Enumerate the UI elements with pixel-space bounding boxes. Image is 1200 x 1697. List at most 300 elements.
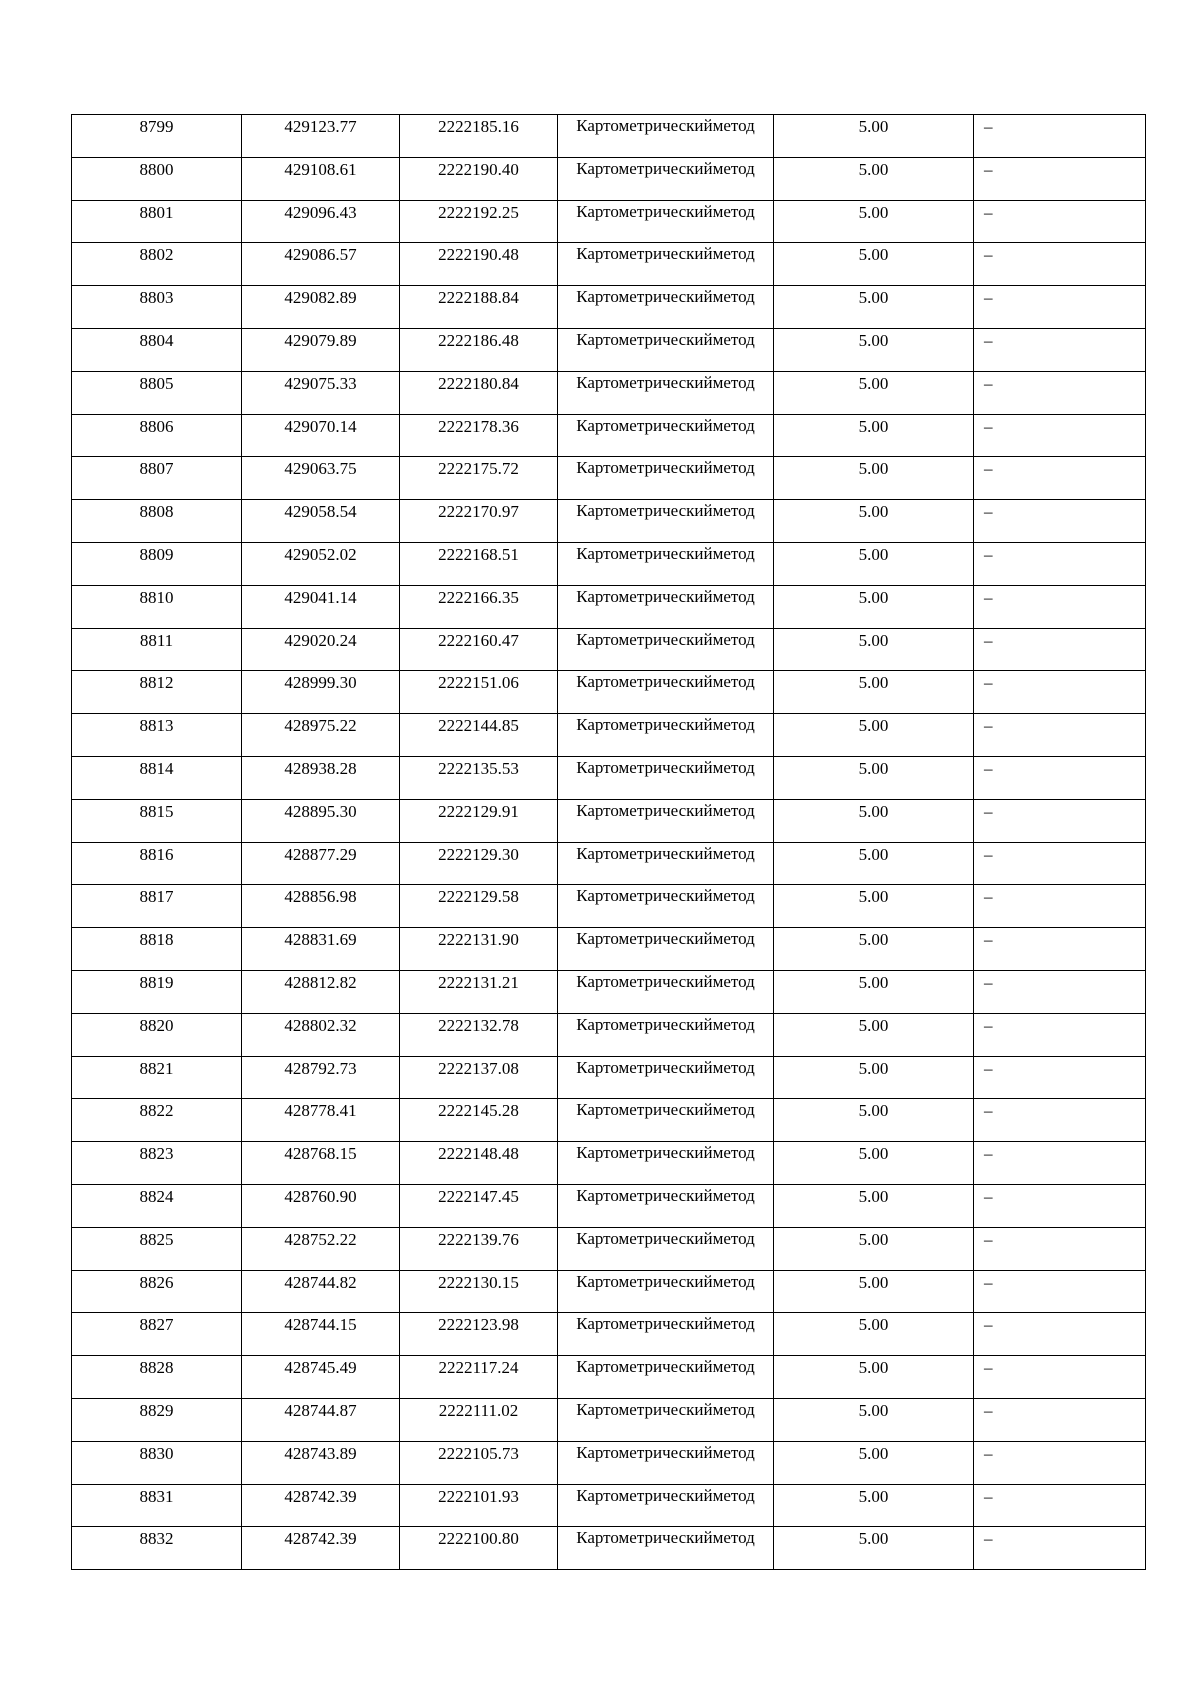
table-row <box>72 1527 1146 1570</box>
y-coordinate-cell-text: 2222117.24 <box>438 1358 519 1378</box>
x-coordinate-cell <box>242 414 400 457</box>
note-cell <box>974 1099 1146 1142</box>
y-coordinate-cell-text: 2222144.85 <box>438 716 519 736</box>
accuracy-cell-text: 5.00 <box>858 416 889 436</box>
point-number-cell <box>72 585 242 628</box>
y-coordinate-cell-text: 2222160.47 <box>438 630 519 650</box>
point-number-cell <box>72 371 242 414</box>
accuracy-cell <box>774 157 974 200</box>
accuracy-cell-text: 5.00 <box>858 1144 889 1164</box>
method-line-2: метод <box>712 116 755 135</box>
x-coordinate-cell <box>242 714 400 757</box>
point-number-cell <box>72 1527 242 1570</box>
note-cell-text: – <box>984 716 993 736</box>
table-row <box>72 885 1146 928</box>
x-coordinate-cell-text: 429123.77 <box>284 117 357 136</box>
table-row <box>72 500 1146 543</box>
note-cell <box>974 414 1146 457</box>
method-line-1: Картометрический <box>576 201 713 221</box>
accuracy-cell-text: 5.00 <box>858 245 889 265</box>
x-coordinate-cell <box>242 371 400 414</box>
note-cell-text: – <box>984 930 993 950</box>
accuracy-cell-text: 5.00 <box>858 502 889 522</box>
point-number-cell-text: 8812 <box>139 673 174 693</box>
note-cell-text: – <box>984 587 993 607</box>
method-line-1: Картометрический <box>576 1057 713 1077</box>
accuracy-cell <box>774 200 974 243</box>
note-cell <box>974 756 1146 799</box>
point-number-cell <box>72 1313 242 1356</box>
accuracy-cell <box>774 1099 974 1142</box>
method-line-2: метод <box>712 158 755 178</box>
point-number-cell-text: 8828 <box>139 1358 174 1378</box>
y-coordinate-cell-text: 2222137.08 <box>438 1058 519 1078</box>
x-coordinate-cell-text: 428831.69 <box>284 930 357 950</box>
x-coordinate-cell <box>242 799 400 842</box>
note-cell <box>974 970 1146 1013</box>
method-cell <box>558 1099 774 1142</box>
y-coordinate-cell-text: 2222123.98 <box>438 1315 519 1335</box>
y-coordinate-cell-text: 2222129.30 <box>438 844 519 864</box>
y-coordinate-cell <box>400 1313 558 1356</box>
method-line-2: метод <box>712 929 755 949</box>
accuracy-cell <box>774 1227 974 1270</box>
point-number-cell-text: 8809 <box>139 544 174 564</box>
accuracy-cell <box>774 1313 974 1356</box>
method-cell <box>558 1484 774 1527</box>
accuracy-cell <box>774 115 974 158</box>
point-number-cell <box>72 115 242 158</box>
x-coordinate-cell <box>242 1441 400 1484</box>
method-line-2: метод <box>712 800 755 820</box>
x-coordinate-cell <box>242 1056 400 1099</box>
note-cell <box>974 371 1146 414</box>
accuracy-cell-text: 5.00 <box>858 1058 889 1078</box>
point-number-cell <box>72 1398 242 1441</box>
x-coordinate-cell <box>242 885 400 928</box>
point-number-cell <box>72 1441 242 1484</box>
method-line-2: метод <box>712 672 755 692</box>
point-number-cell <box>72 1270 242 1313</box>
method-line-2: метод <box>712 1100 755 1120</box>
accuracy-cell-text: 5.00 <box>858 887 889 907</box>
point-number-cell-text: 8817 <box>139 887 174 907</box>
method-line-1: Картометрический <box>576 971 713 991</box>
y-coordinate-cell <box>400 1441 558 1484</box>
note-cell-text: – <box>984 459 993 479</box>
point-number-cell <box>72 1356 242 1399</box>
point-number-cell-text: 8800 <box>139 159 174 179</box>
note-cell-text: – <box>984 844 993 864</box>
accuracy-cell <box>774 756 974 799</box>
note-cell-text: – <box>984 1272 993 1292</box>
accuracy-cell-text: 5.00 <box>858 1486 889 1506</box>
method-cell <box>558 756 774 799</box>
note-cell <box>974 500 1146 543</box>
x-coordinate-cell-text: 429108.61 <box>284 159 357 179</box>
x-coordinate-cell-text: 428745.49 <box>284 1358 357 1378</box>
y-coordinate-cell <box>400 756 558 799</box>
table-row <box>72 1441 1146 1484</box>
method-line-2: метод <box>712 1442 755 1462</box>
x-coordinate-cell-text: 428938.28 <box>284 758 357 778</box>
accuracy-cell <box>774 970 974 1013</box>
method-line-1: Картометрический <box>576 1271 713 1291</box>
method-line-2: метод <box>712 458 755 478</box>
x-coordinate-cell <box>242 1142 400 1185</box>
point-number-cell <box>72 542 242 585</box>
method-line-1: Картометрический <box>576 1185 713 1205</box>
method-line-1: Картометрический <box>576 1485 713 1505</box>
table-row <box>72 200 1146 243</box>
note-cell <box>974 1527 1146 1570</box>
note-cell-text: – <box>984 972 993 992</box>
method-line-1: Картометрический <box>576 1357 713 1377</box>
point-number-cell-text: 8831 <box>139 1486 174 1506</box>
accuracy-cell <box>774 1527 974 1570</box>
method-line-2: метод <box>712 843 755 863</box>
note-cell <box>974 243 1146 286</box>
method-line-1: Картометрический <box>576 886 713 906</box>
y-coordinate-cell-text: 2222129.58 <box>438 887 519 907</box>
method-cell <box>558 286 774 329</box>
point-number-cell <box>72 885 242 928</box>
point-number-cell-text: 8824 <box>139 1186 174 1206</box>
point-number-cell <box>72 1142 242 1185</box>
table-row <box>72 928 1146 971</box>
point-number-cell <box>72 1484 242 1527</box>
x-coordinate-cell-text: 428778.41 <box>284 1101 357 1121</box>
method-line-2: метод <box>712 329 755 349</box>
y-coordinate-cell-text: 2222185.16 <box>438 117 519 136</box>
method-line-1: Картометрический <box>576 1228 713 1248</box>
method-line-2: метод <box>712 1528 755 1548</box>
method-line-2: метод <box>712 1314 755 1334</box>
point-number-cell <box>72 842 242 885</box>
note-cell-text: – <box>984 801 993 821</box>
x-coordinate-cell-text: 429052.02 <box>284 544 357 564</box>
method-cell <box>558 628 774 671</box>
note-cell <box>974 542 1146 585</box>
y-coordinate-cell <box>400 1184 558 1227</box>
y-coordinate-cell-text: 2222131.90 <box>438 930 519 950</box>
accuracy-cell <box>774 414 974 457</box>
method-line-1: Картометрический <box>576 843 713 863</box>
table-row <box>72 1356 1146 1399</box>
y-coordinate-cell-text: 2222180.84 <box>438 373 519 393</box>
method-line-2: метод <box>712 1057 755 1077</box>
accuracy-cell-text: 5.00 <box>858 1015 889 1035</box>
y-coordinate-cell-text: 2222178.36 <box>438 416 519 436</box>
note-cell-text: – <box>984 159 993 179</box>
y-coordinate-cell-text: 2222131.21 <box>438 972 519 992</box>
table-row <box>72 970 1146 1013</box>
point-number-cell <box>72 414 242 457</box>
method-line-1: Картометрический <box>576 629 713 649</box>
y-coordinate-cell <box>400 1398 558 1441</box>
note-cell-text: – <box>984 1358 993 1378</box>
y-coordinate-cell-text: 2222145.28 <box>438 1101 519 1121</box>
note-cell-text: – <box>984 1058 993 1078</box>
y-coordinate-cell <box>400 500 558 543</box>
y-coordinate-cell <box>400 157 558 200</box>
note-cell <box>974 671 1146 714</box>
note-cell-text: – <box>984 288 993 308</box>
method-cell <box>558 542 774 585</box>
y-coordinate-cell <box>400 1270 558 1313</box>
method-cell <box>558 115 774 158</box>
point-number-cell-text: 8820 <box>139 1015 174 1035</box>
x-coordinate-cell <box>242 286 400 329</box>
x-coordinate-cell <box>242 1099 400 1142</box>
note-cell <box>974 885 1146 928</box>
point-number-cell <box>72 756 242 799</box>
y-coordinate-cell <box>400 1356 558 1399</box>
y-coordinate-cell <box>400 628 558 671</box>
accuracy-cell <box>774 885 974 928</box>
point-number-cell-text: 8818 <box>139 930 174 950</box>
method-line-2: метод <box>712 372 755 392</box>
accuracy-cell-text: 5.00 <box>858 1186 889 1206</box>
note-cell-text: – <box>984 673 993 693</box>
y-coordinate-cell <box>400 542 558 585</box>
point-number-cell-text: 8810 <box>139 587 174 607</box>
method-line-1: Картометрический <box>576 1100 713 1120</box>
point-number-cell-text: 8813 <box>139 716 174 736</box>
x-coordinate-cell-text: 428744.87 <box>284 1400 357 1420</box>
point-number-cell <box>72 799 242 842</box>
x-coordinate-cell <box>242 1356 400 1399</box>
method-cell <box>558 200 774 243</box>
x-coordinate-cell-text: 429075.33 <box>284 373 357 393</box>
y-coordinate-cell <box>400 885 558 928</box>
x-coordinate-cell <box>242 1013 400 1056</box>
x-coordinate-cell <box>242 585 400 628</box>
y-coordinate-cell-text: 2222130.15 <box>438 1272 519 1292</box>
method-line-1: Картометрический <box>576 116 713 135</box>
y-coordinate-cell <box>400 414 558 457</box>
point-number-cell <box>72 200 242 243</box>
method-line-2: метод <box>712 757 755 777</box>
point-number-cell <box>72 1099 242 1142</box>
accuracy-cell <box>774 1184 974 1227</box>
y-coordinate-cell-text: 2222186.48 <box>438 330 519 350</box>
x-coordinate-cell <box>242 628 400 671</box>
x-coordinate-cell <box>242 970 400 1013</box>
method-cell <box>558 671 774 714</box>
point-number-cell-text: 8821 <box>139 1058 174 1078</box>
method-cell <box>558 243 774 286</box>
table-row <box>72 414 1146 457</box>
x-coordinate-cell <box>242 1227 400 1270</box>
point-number-cell <box>72 628 242 671</box>
point-number-cell-text: 8799 <box>139 117 174 136</box>
accuracy-cell <box>774 842 974 885</box>
method-line-2: метод <box>712 1399 755 1419</box>
y-coordinate-cell <box>400 1142 558 1185</box>
method-line-1: Картометрический <box>576 800 713 820</box>
point-number-cell <box>72 286 242 329</box>
accuracy-cell <box>774 799 974 842</box>
method-line-2: метод <box>712 287 755 307</box>
table-row <box>72 157 1146 200</box>
x-coordinate-cell <box>242 115 400 158</box>
point-number-cell-text: 8805 <box>139 373 174 393</box>
x-coordinate-cell <box>242 243 400 286</box>
table-row <box>72 628 1146 671</box>
method-line-2: метод <box>712 1185 755 1205</box>
table-row <box>72 756 1146 799</box>
note-cell-text: – <box>984 1144 993 1164</box>
note-cell <box>974 842 1146 885</box>
method-line-1: Картометрический <box>576 501 713 521</box>
x-coordinate-cell-text: 428743.89 <box>284 1443 357 1463</box>
point-number-cell-text: 8803 <box>139 288 174 308</box>
accuracy-cell-text: 5.00 <box>858 1358 889 1378</box>
accuracy-cell <box>774 671 974 714</box>
table-row <box>72 1270 1146 1313</box>
y-coordinate-cell-text: 2222135.53 <box>438 758 519 778</box>
x-coordinate-cell-text: 429058.54 <box>284 502 357 522</box>
table-row <box>72 1142 1146 1185</box>
accuracy-cell-text: 5.00 <box>858 373 889 393</box>
method-cell <box>558 414 774 457</box>
point-number-cell <box>72 1056 242 1099</box>
method-cell <box>558 1227 774 1270</box>
y-coordinate-cell <box>400 928 558 971</box>
point-number-cell-text: 8822 <box>139 1101 174 1121</box>
note-cell <box>974 928 1146 971</box>
table-row <box>72 542 1146 585</box>
method-cell <box>558 585 774 628</box>
point-number-cell-text: 8815 <box>139 801 174 821</box>
method-line-2: метод <box>712 715 755 735</box>
point-number-cell-text: 8827 <box>139 1315 174 1335</box>
note-cell-text: – <box>984 1015 993 1035</box>
coordinates-table <box>71 114 1146 1570</box>
method-cell <box>558 1184 774 1227</box>
accuracy-cell <box>774 1356 974 1399</box>
x-coordinate-cell-text: 429020.24 <box>284 630 357 650</box>
method-line-1: Картометрический <box>576 1143 713 1163</box>
note-cell <box>974 1142 1146 1185</box>
method-line-2: метод <box>712 415 755 435</box>
note-cell-text: – <box>984 1315 993 1335</box>
point-number-cell-text: 8806 <box>139 416 174 436</box>
table-row <box>72 842 1146 885</box>
table-row <box>72 1013 1146 1056</box>
method-line-2: метод <box>712 971 755 991</box>
point-number-cell <box>72 457 242 500</box>
method-line-1: Картометрический <box>576 1528 713 1548</box>
accuracy-cell <box>774 1013 974 1056</box>
method-line-1: Картометрический <box>576 158 713 178</box>
table-row <box>72 1099 1146 1142</box>
x-coordinate-cell <box>242 542 400 585</box>
x-coordinate-cell-text: 428802.32 <box>284 1015 357 1035</box>
note-cell <box>974 1227 1146 1270</box>
point-number-cell-text: 8814 <box>139 758 174 778</box>
point-number-cell-text: 8826 <box>139 1272 174 1292</box>
y-coordinate-cell-text: 2222148.48 <box>438 1144 519 1164</box>
note-cell <box>974 799 1146 842</box>
y-coordinate-cell <box>400 371 558 414</box>
accuracy-cell <box>774 1484 974 1527</box>
accuracy-cell-text: 5.00 <box>858 758 889 778</box>
x-coordinate-cell-text: 429041.14 <box>284 587 357 607</box>
accuracy-cell-text: 5.00 <box>858 459 889 479</box>
y-coordinate-cell-text: 2222132.78 <box>438 1015 519 1035</box>
method-line-1: Картометрический <box>576 715 713 735</box>
accuracy-cell <box>774 286 974 329</box>
x-coordinate-cell-text: 428744.82 <box>284 1272 357 1292</box>
point-number-cell-text: 8829 <box>139 1400 174 1420</box>
method-line-2: метод <box>712 886 755 906</box>
accuracy-cell-text: 5.00 <box>858 330 889 350</box>
note-cell-text: – <box>984 330 993 350</box>
table-row <box>72 1398 1146 1441</box>
x-coordinate-cell-text: 428742.39 <box>284 1529 357 1549</box>
method-line-2: метод <box>712 1485 755 1505</box>
accuracy-cell <box>774 1142 974 1185</box>
note-cell <box>974 1356 1146 1399</box>
point-number-cell <box>72 500 242 543</box>
method-line-2: метод <box>712 629 755 649</box>
method-cell <box>558 1013 774 1056</box>
y-coordinate-cell-text: 2222151.06 <box>438 673 519 693</box>
note-cell-text: – <box>984 1443 993 1463</box>
x-coordinate-cell <box>242 756 400 799</box>
point-number-cell <box>72 1013 242 1056</box>
method-line-2: метод <box>712 586 755 606</box>
method-line-1: Картометрический <box>576 372 713 392</box>
accuracy-cell <box>774 1270 974 1313</box>
point-number-cell-text: 8802 <box>139 245 174 265</box>
point-number-cell <box>72 671 242 714</box>
table-row <box>72 714 1146 757</box>
note-cell-text: – <box>984 202 993 222</box>
method-line-2: метод <box>712 1228 755 1248</box>
method-cell <box>558 1441 774 1484</box>
method-cell <box>558 842 774 885</box>
x-coordinate-cell-text: 429096.43 <box>284 202 357 222</box>
method-line-1: Картометрический <box>576 757 713 777</box>
method-line-2: метод <box>712 1271 755 1291</box>
method-cell <box>558 157 774 200</box>
method-line-1: Картометрический <box>576 244 713 264</box>
point-number-cell-text: 8819 <box>139 972 174 992</box>
x-coordinate-cell <box>242 1484 400 1527</box>
accuracy-cell-text: 5.00 <box>858 202 889 222</box>
y-coordinate-cell-text: 2222166.35 <box>438 587 519 607</box>
accuracy-cell-text: 5.00 <box>858 1400 889 1420</box>
point-number-cell-text: 8825 <box>139 1229 174 1249</box>
method-line-2: метод <box>712 1357 755 1377</box>
accuracy-cell-text: 5.00 <box>858 544 889 564</box>
note-cell <box>974 286 1146 329</box>
accuracy-cell-text: 5.00 <box>858 1529 889 1549</box>
table-row <box>72 1056 1146 1099</box>
accuracy-cell <box>774 243 974 286</box>
accuracy-cell <box>774 1441 974 1484</box>
x-coordinate-cell-text: 429082.89 <box>284 288 357 308</box>
note-cell <box>974 157 1146 200</box>
y-coordinate-cell <box>400 799 558 842</box>
x-coordinate-cell <box>242 1527 400 1570</box>
accuracy-cell-text: 5.00 <box>858 972 889 992</box>
y-coordinate-cell <box>400 1099 558 1142</box>
note-cell <box>974 1270 1146 1313</box>
